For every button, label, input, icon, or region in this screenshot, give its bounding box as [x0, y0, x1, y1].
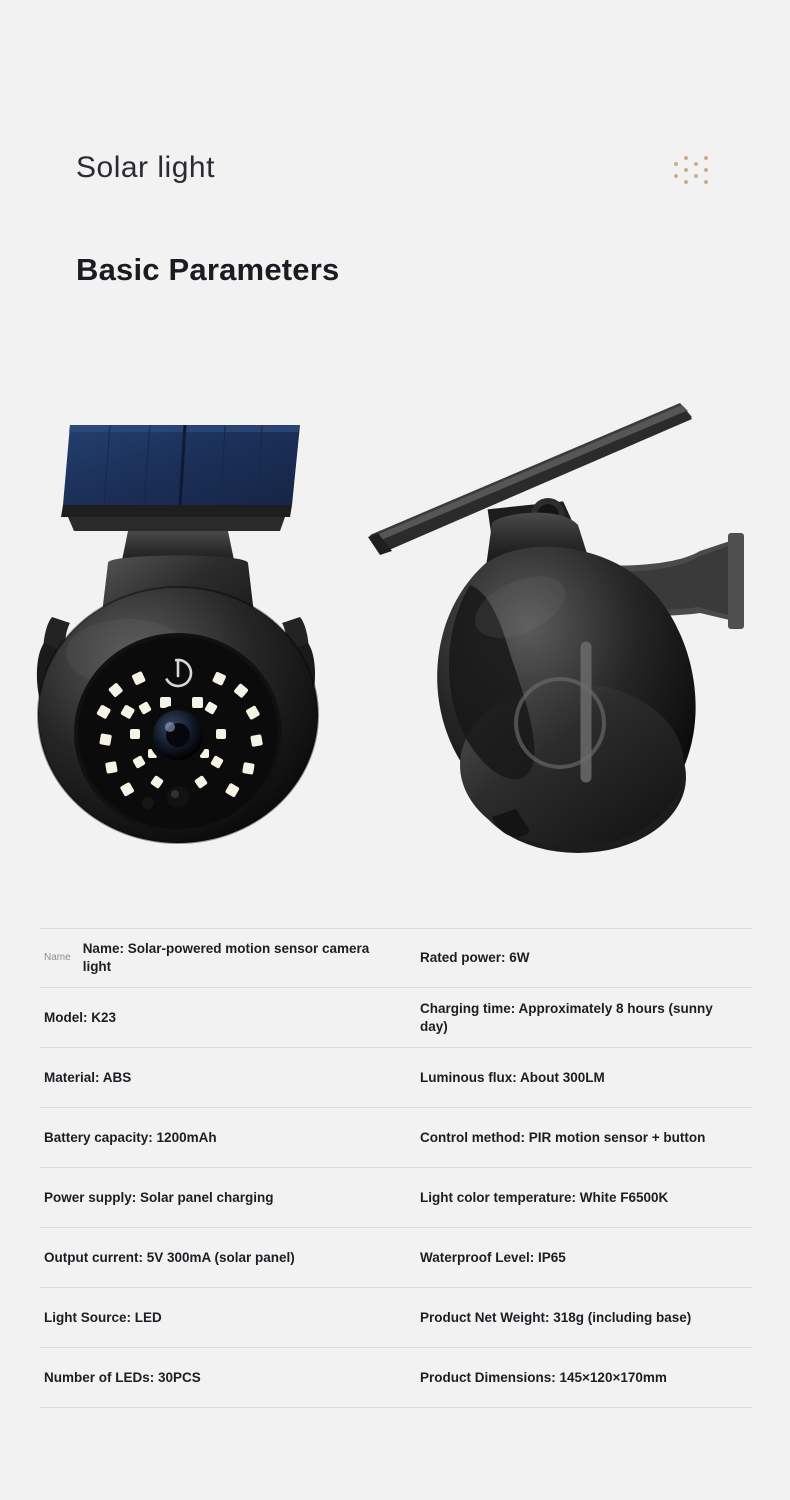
spec-value: Number of LEDs: 30PCS [44, 1369, 201, 1385]
spec-cell-left [40, 1168, 396, 1227]
spec-cell-left [40, 929, 396, 987]
table-row [40, 1048, 752, 1108]
spec-cell-right [396, 929, 752, 987]
table-row [40, 1168, 752, 1228]
side-view [368, 403, 744, 853]
spec-value: Battery capacity: 1200mAh [44, 1129, 217, 1145]
table-row [40, 1288, 752, 1348]
spec-value: Charging time: Approximately 8 hours (sunny day) [420, 1000, 713, 1034]
page-title: Solar light [76, 151, 215, 184]
spec-cell-right [396, 988, 752, 1047]
dot-grid-icon [674, 154, 714, 190]
table-row [40, 988, 752, 1048]
spec-cell-right [396, 1048, 752, 1107]
table-row [40, 1228, 752, 1288]
spec-cell-right [396, 1228, 752, 1287]
spec-table [40, 928, 752, 1408]
spec-value: Output current: 5V 300mA (solar panel) [44, 1249, 295, 1265]
page-header [76, 148, 728, 194]
spec-value: Product Net Weight: 318g (including base) [420, 1309, 692, 1325]
spec-value: Power supply: Solar panel charging [44, 1189, 274, 1205]
spec-value: Light Source: LED [44, 1309, 162, 1325]
spec-cell-right [396, 1348, 752, 1407]
spec-value: Light color temperature: White F6500K [420, 1189, 669, 1205]
name-hint-label: Name [44, 952, 71, 963]
spec-cell-right [396, 1168, 752, 1227]
front-view [37, 425, 318, 843]
spec-cell-left [40, 1108, 396, 1167]
spec-value: Name: Solar-powered motion sensor camera light [82, 941, 370, 974]
spec-value: Material: ABS [44, 1069, 132, 1085]
spec-value: Waterproof Level: IP65 [420, 1249, 566, 1265]
spec-cell-right [396, 1288, 752, 1347]
spec-value: Control method: PIR motion sensor + button [420, 1129, 706, 1145]
table-row [40, 1348, 752, 1408]
spec-value: Luminous flux: About 300LM [420, 1069, 605, 1085]
section-title: Basic Parameters [76, 252, 340, 287]
spec-cell-left [40, 1288, 396, 1347]
spec-cell-left [40, 1348, 396, 1407]
spec-value: Rated power: 6W [420, 950, 530, 965]
spec-value: Model: K23 [44, 1009, 117, 1025]
spec-cell-left [40, 1228, 396, 1287]
spec-cell-left [40, 988, 396, 1047]
table-row [40, 1108, 752, 1168]
spec-value: Product Dimensions: 145×120×170mm [420, 1369, 667, 1385]
spec-cell-left [40, 1048, 396, 1107]
product-image [0, 385, 790, 905]
table-row [40, 928, 752, 988]
spec-cell-right [396, 1108, 752, 1167]
